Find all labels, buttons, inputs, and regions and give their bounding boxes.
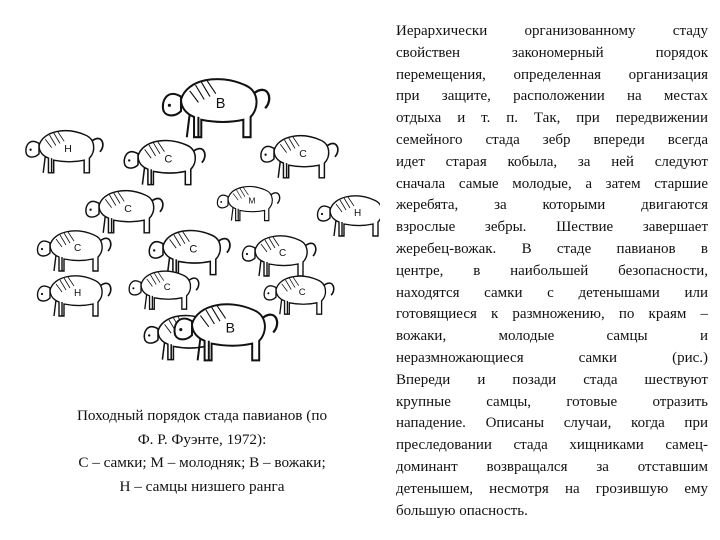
text-line: доминант возвращался за отставшим [396,458,708,475]
baboon-label: М [248,195,256,206]
text-line: неразмножающиеся самки (рис.) [396,349,708,366]
baboon-label: С [164,153,173,166]
text-line: жеребец-вожак. В стаде павианов в [396,240,708,257]
baboon-label: С [298,287,306,299]
text-line: нападение. Описаны случаи, когда при [396,415,708,432]
text-line: перемещения, определенная организация [396,66,708,83]
text-line: детенышем, несмотря на грозившую ему [396,480,708,497]
text-line: Иерархически организованному стаду [396,23,708,39]
text-line: большую опасность. [396,502,528,519]
baboon-label: С [124,202,132,215]
text-line: семейного стада зебр впереди всегда [396,131,708,148]
figure-caption [28,404,376,498]
text-line: при защите, расположении на местах [396,88,708,105]
baboon-samka [124,141,205,185]
baboon-label: Н [354,208,362,219]
baboon-nizshiy [38,276,111,316]
baboon-vozhak [175,304,278,360]
body-paragraph [396,21,708,522]
baboon-troop-figure [10,40,380,370]
baboon-samka [149,231,230,275]
baboon-label: С [279,248,287,259]
baboon-label: Н [74,288,82,299]
text-line: вожаки, молодые самцы и [396,328,708,345]
baboon-vozhak [163,79,269,137]
baboon-samka [38,231,111,271]
caption-line: С – самки; М – молодняк; В – вожаки; [78,454,326,471]
text-line: отдыха и т. п. Так, при передвижении [396,110,708,127]
text-line: жеребята, за которыми двигаются [396,197,708,214]
baboon-samka [261,136,338,178]
baboon-label: С [299,147,307,160]
baboon-label: В [225,319,235,336]
text-line: взрослые зебры. Шествие завершает [396,219,708,236]
text-line: находятся самки с детенышами или [396,284,708,301]
baboon-label: С [163,282,171,294]
baboon-troop-illustration [10,40,380,370]
baboon-label: С [189,243,198,256]
text-line: сначала самые молодые, а затем старшие [396,175,708,192]
baboon-molodnyak [217,187,279,221]
text-line: Впереди и позади стада шествуют [396,371,708,388]
baboon-label: Н [64,142,72,155]
baboon-samka [129,271,199,309]
baboon-nizshiy [26,131,103,173]
baboon-samka [243,236,316,276]
caption-line: Н – самцы низшего ранга [119,477,285,495]
text-line: свойствен закономерный порядок [396,44,708,61]
caption-line: Ф. Р. Фуэнте, 1972): [137,430,267,448]
caption-line: Походный порядок стада павианов (по [76,407,328,424]
text-line: готовящиеся к размножению, по краям – [396,306,708,323]
baboon-nizshiy [318,196,381,236]
text-line: центре, в наибольшей безопасности, [396,262,708,279]
baboon-samka [86,191,163,233]
text-line: идет старая кобыла, за ней следуют [396,153,708,170]
text-line: крупные самцы, готовые отразить [396,393,708,410]
text-line: преследовании стада хищниками самец- [396,437,708,454]
baboon-label: В [215,96,226,113]
baboon-label: С [74,243,82,254]
baboon-samka [264,276,334,314]
